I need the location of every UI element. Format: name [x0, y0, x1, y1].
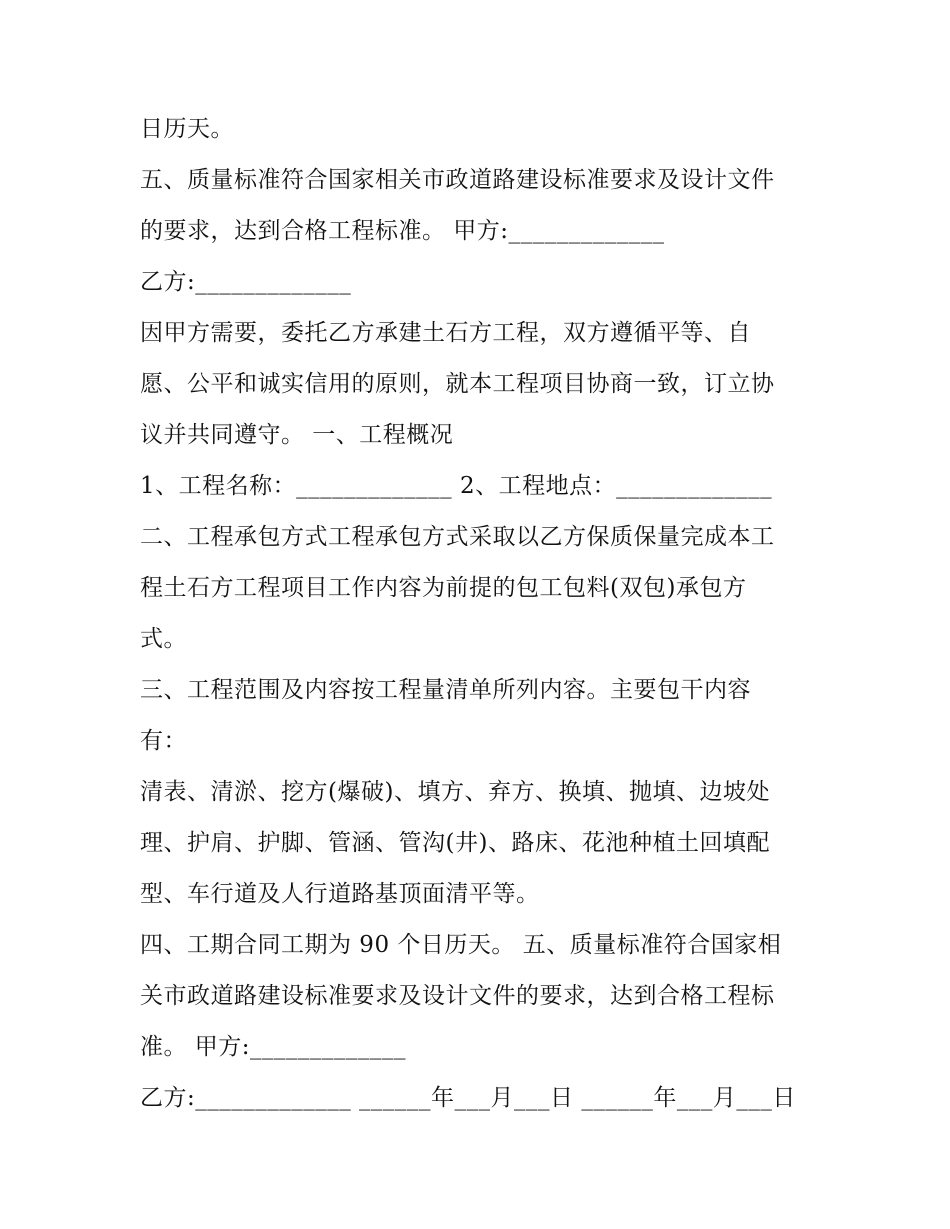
text-line: 准。 甲方:_____________	[140, 1034, 407, 1060]
text-line: 五、质量标准符合国家相关市政道路建设标准要求及设计文件	[140, 167, 775, 193]
text-line: 理、护肩、护脚、管涵、管沟(井)、路床、花池种植土回填配	[140, 830, 770, 856]
text-line: 议并共同遵守。 一、工程概况	[140, 422, 454, 448]
text-line: 愿、公平和诚实信用的原则，就本工程项目协商一致，订立协	[140, 371, 775, 397]
text-line: 有：	[140, 728, 187, 754]
text-line: 程土石方工程项目工作内容为前提的包工包料(双包)承包方	[140, 575, 747, 601]
text-line: 式。	[140, 626, 187, 652]
text-line: 清表、清淤、挖方(爆破)、填方、弃方、换填、抛填、边坡处	[140, 779, 770, 805]
text-line: 的要求，达到合格工程标准。 甲方:_____________	[140, 218, 665, 244]
text-line: 因甲方需要，委托乙方承建土石方工程，双方遵循平等、自	[140, 320, 751, 346]
text-line: 乙方:_____________	[140, 269, 352, 295]
text-line: 关市政道路建设标准要求及设计文件的要求，达到合格工程标	[140, 983, 775, 1009]
text-line: 三、工程范围及内容按工程量清单所列内容。主要包干内容	[140, 677, 751, 703]
text-line: 1、工程名称：_____________ 2、工程地点：_____________	[140, 473, 773, 499]
text-line: 四、工期合同工期为 90 个日历天。 五、质量标准符合国家相	[140, 932, 782, 958]
text-line: 二、工程承包方式工程承包方式采取以乙方保质保量完成本工	[140, 524, 775, 550]
text-line: 型、车行道及人行道路基顶面清平等。	[140, 881, 540, 907]
text-line: 日历天。	[140, 116, 234, 142]
text-line: 乙方:_____________ ______年___月___日 ______年___月___日	[140, 1085, 796, 1111]
contract-text	[140, 104, 830, 1124]
